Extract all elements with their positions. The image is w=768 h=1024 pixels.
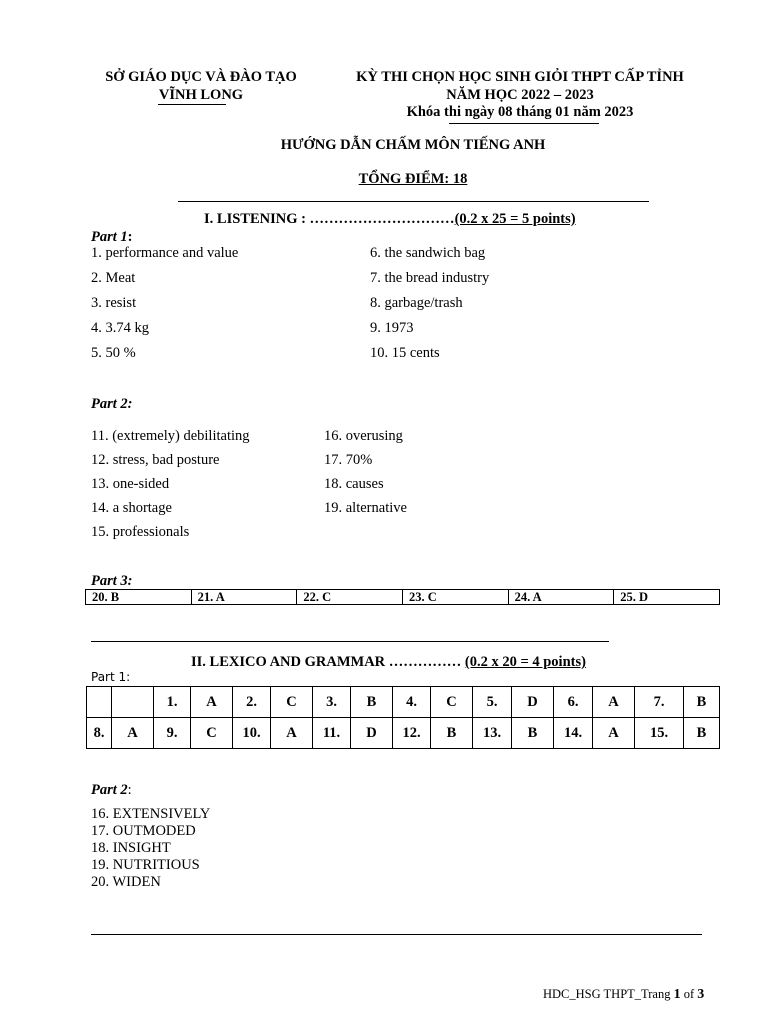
footer-of: of [680,987,698,1001]
answer-cell: 4. [393,687,431,718]
footer-page-number: 1 [673,987,681,1002]
list-item: 3. resist [91,295,137,311]
part3-answer-table [85,589,720,605]
list-item: 19. alternative [324,500,407,516]
table-row [87,687,720,718]
header-left-underline [158,104,226,105]
answer-cell: 23. C [402,590,508,605]
part1-label-text: Part 1 [91,229,128,245]
total-score: TỔNG ĐIỂM: 18 [358,171,468,187]
list-item: 12. stress, bad posture [91,452,220,468]
listening-points: (0.2 x 25 = 5 points) [454,211,576,227]
list-item: 17. 70% [324,452,373,468]
list-item: 6. the sandwich bag [370,245,486,261]
lexico-heading [191,654,586,671]
lexico-part1-table [86,686,720,749]
lexico-part2-label-text: Part 2 [91,782,128,798]
list-item: 7. the bread industry [370,270,490,286]
list-item: 15. professionals [91,524,190,540]
part3-label: Part 3: [91,573,133,589]
doc-title: HƯỚNG DẪN CHẤM MÔN TIẾNG ANH [280,137,546,153]
agency-province: VĨNH LONG [158,87,244,103]
list-item: 13. one-sided [91,476,170,492]
listening-heading-text: I. LISTENING : ………………………… [204,211,455,227]
answer-cell: 3. [313,687,351,718]
answer-cell: 5. [473,687,512,718]
answer-cell: 11. [313,718,351,749]
answer-cell: 2. [233,687,271,718]
answer-cell: D [351,718,393,749]
list-item: 8. garbage/trash [370,295,463,311]
answer-cell: B [431,718,473,749]
answer-cell: C [431,687,473,718]
title-rule [178,201,649,202]
answer-cell: D [512,687,554,718]
lexico-part1-label: Part 1: [91,670,131,684]
part1-label-colon: : [127,229,133,245]
answer-cell: B [512,718,554,749]
answer-cell: B [684,718,720,749]
answer-cell [112,687,154,718]
list-item: 14. a shortage [91,500,172,516]
table-row [87,718,720,749]
answer-cell: 9. [154,718,191,749]
answer-cell: A [271,718,313,749]
list-item: 1. performance and value [91,245,239,261]
part1-label [91,229,133,246]
answer-cell: 13. [473,718,512,749]
answer-cell: A [191,687,233,718]
answer-cell: 22. C [297,590,403,605]
answer-cell: 14. [554,718,593,749]
footer-prefix: HDC_HSG THPT_Trang [543,987,674,1001]
answer-cell: A [593,687,635,718]
lexico-part2-label [91,782,132,799]
list-item: 2. Meat [91,270,136,286]
answer-cell: 21. A [191,590,297,605]
answer-cell [87,687,112,718]
answer-cell: 8. [87,718,112,749]
section-rule [91,641,609,642]
agency-name: SỞ GIÁO DỤC VÀ ĐÀO TẠO [105,69,297,85]
school-year: NĂM HỌC 2022 – 2023 [446,87,594,103]
page-footer [543,987,704,1003]
answer-cell: 1. [154,687,191,718]
lexico-part2-label-colon: : [127,782,132,798]
list-item: 11. (extremely) debilitating [91,428,250,444]
answer-cell: 7. [635,687,684,718]
part2-label: Part 2: [91,396,133,412]
list-item: 20. WIDEN [91,874,161,890]
answer-cell: 25. D [614,590,720,605]
answer-cell: B [684,687,720,718]
table-row [86,590,720,605]
answer-cell: 12. [393,718,431,749]
bottom-rule [91,934,702,935]
exam-date: Khóa thi ngày 08 tháng 01 năm 2023 [406,104,634,120]
exam-name: KỲ THI CHỌN HỌC SINH GIỎI THPT CẤP TỈNH [356,69,684,85]
answer-cell: A [112,718,154,749]
answer-cell: 10. [233,718,271,749]
list-item: 5. 50 % [91,345,136,361]
lexico-heading-text: II. LEXICO AND GRAMMAR …………… [191,654,465,670]
header-right-underline [449,123,599,124]
answer-cell: 20. B [86,590,192,605]
list-item: 16. EXTENSIVELY [91,806,211,822]
answer-cell: C [271,687,313,718]
footer-page-total: 3 [697,987,705,1002]
answer-cell: A [593,718,635,749]
lexico-points: (0.2 x 20 = 4 points) [464,654,586,670]
answer-cell: 6. [554,687,593,718]
answer-cell: B [351,687,393,718]
list-item: 10. 15 cents [370,345,440,361]
list-item: 16. overusing [324,428,403,444]
list-item: 9. 1973 [370,320,414,336]
answer-cell: 15. [635,718,684,749]
answer-cell: 24. A [508,590,614,605]
list-item: 4. 3.74 kg [91,320,149,336]
listening-heading [204,211,576,228]
answer-cell: C [191,718,233,749]
list-item: 17. OUTMODED [91,823,196,839]
list-item: 18. INSIGHT [91,840,171,856]
list-item: 19. NUTRITIOUS [91,857,200,873]
list-item: 18. causes [324,476,384,492]
